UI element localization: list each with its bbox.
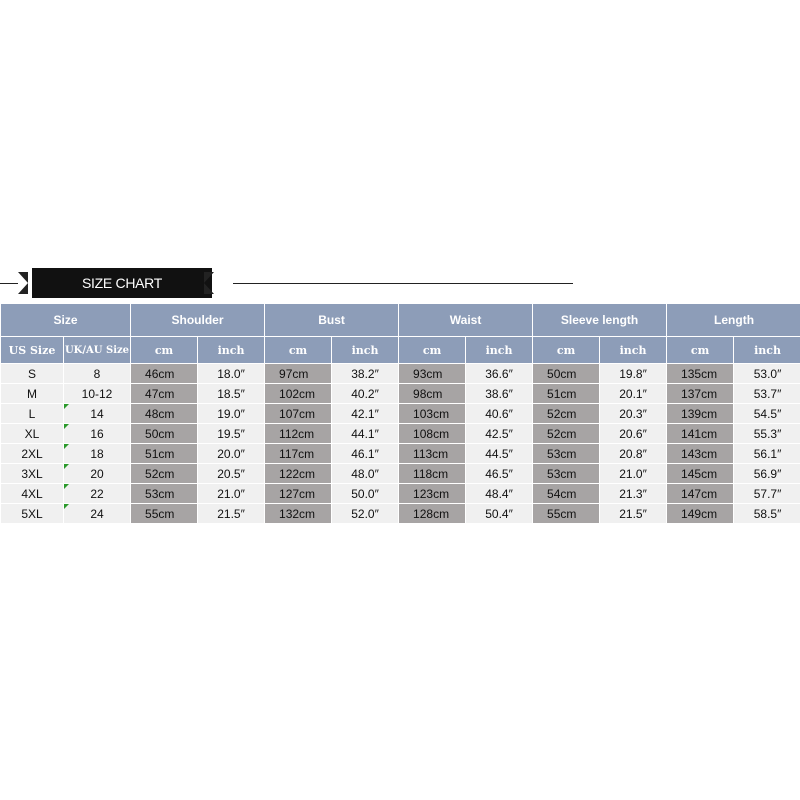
cell-uk-au-size-text: 22 bbox=[90, 486, 104, 501]
cell-shoulder-cm-text: 50cm bbox=[145, 426, 175, 441]
group-header-sleeve-length: Sleeve length bbox=[533, 304, 667, 337]
cell-us-size bbox=[1, 404, 64, 424]
cell-length-cm-text: 137cm bbox=[681, 386, 718, 401]
group-header-length: Length bbox=[667, 304, 800, 337]
page-title: SIZE CHART bbox=[32, 268, 212, 298]
cell-shoulder-inch bbox=[198, 384, 265, 404]
cell-waist-cm-text: 108cm bbox=[413, 426, 450, 441]
cell-length-inch-text: 53.7″ bbox=[753, 386, 782, 401]
cell-length-inch bbox=[734, 444, 800, 464]
cell-shoulder-cm-text: 51cm bbox=[145, 446, 175, 461]
cell-bust-inch-text: 40.2″ bbox=[351, 386, 379, 401]
cell-bust-cm-text: 112cm bbox=[279, 426, 315, 441]
cell-bust-cm-text: 132cm bbox=[279, 506, 316, 521]
cell-us-size bbox=[1, 484, 64, 504]
cell-length-cm-text: 149cm bbox=[681, 506, 718, 521]
cell-waist-cm-text: 123cm bbox=[413, 486, 450, 501]
green-corner-marker bbox=[64, 404, 69, 409]
cell-shoulder-inch bbox=[198, 484, 265, 504]
cell-uk-au-size-text: 14 bbox=[90, 406, 104, 421]
cell-shoulder-cm bbox=[131, 424, 198, 444]
cell-bust-cm bbox=[265, 484, 332, 504]
cell-length-cm bbox=[667, 464, 734, 484]
cell-bust-cm bbox=[265, 504, 332, 524]
group-header-size: Size bbox=[1, 304, 131, 337]
cell-waist-cm bbox=[399, 504, 466, 524]
sub-header-waist-inch: inch bbox=[466, 337, 533, 364]
cell-waist-cm-text: 93cm bbox=[413, 366, 443, 381]
cell-sleeve-cm-text: 50cm bbox=[547, 366, 577, 381]
cell-shoulder-cm bbox=[131, 404, 198, 424]
cell-shoulder-inch bbox=[198, 464, 265, 484]
cell-us-size-text: S bbox=[27, 366, 36, 381]
table-row bbox=[1, 384, 800, 404]
cell-shoulder-inch bbox=[198, 404, 265, 424]
cell-shoulder-inch-text: 18.0″ bbox=[217, 366, 245, 381]
cell-bust-inch bbox=[332, 404, 399, 424]
cell-bust-cm bbox=[265, 364, 332, 384]
cell-bust-inch bbox=[332, 424, 399, 444]
cell-us-size bbox=[1, 384, 64, 404]
cell-length-cm-text: 139cm bbox=[681, 406, 718, 421]
cell-shoulder-cm-text: 52cm bbox=[145, 466, 175, 481]
cell-length-inch bbox=[734, 504, 800, 524]
size-table-body bbox=[1, 364, 800, 524]
cell-waist-cm bbox=[399, 444, 466, 464]
cell-sleeve-cm bbox=[533, 444, 600, 464]
banner-rule-right bbox=[233, 283, 573, 284]
cell-sleeve-cm-text: 53cm bbox=[547, 466, 577, 481]
group-header-row bbox=[1, 304, 800, 337]
cell-sleeve-inch-text: 19.8″ bbox=[619, 366, 647, 381]
cell-bust-inch-text: 42.1″ bbox=[351, 406, 379, 421]
cell-shoulder-cm bbox=[131, 464, 198, 484]
cell-shoulder-cm bbox=[131, 384, 198, 404]
cell-us-size bbox=[1, 424, 64, 444]
cell-us-size bbox=[1, 464, 64, 484]
cell-uk-au-size bbox=[64, 444, 131, 464]
cell-waist-cm-text: 128cm bbox=[413, 506, 450, 521]
table-row bbox=[1, 364, 800, 384]
cell-length-inch-text: 55.3″ bbox=[753, 426, 782, 441]
cell-waist-inch-text: 42.5″ bbox=[485, 426, 513, 441]
cell-waist-inch bbox=[466, 384, 533, 404]
cell-length-inch bbox=[734, 364, 800, 384]
cell-bust-inch bbox=[332, 384, 399, 404]
cell-shoulder-cm bbox=[131, 444, 198, 464]
cell-shoulder-inch-text: 21.5″ bbox=[217, 506, 245, 521]
cell-us-size-text: L bbox=[28, 406, 36, 421]
cell-bust-cm-text: 97cm bbox=[279, 366, 309, 381]
cell-sleeve-inch-text: 21.3″ bbox=[619, 486, 647, 501]
cell-uk-au-size bbox=[64, 384, 131, 404]
cell-bust-inch-text: 50.0″ bbox=[351, 486, 379, 501]
table-row bbox=[1, 424, 800, 444]
cell-sleeve-cm-text: 51cm bbox=[547, 386, 577, 401]
cell-sleeve-cm bbox=[533, 464, 600, 484]
green-corner-marker bbox=[64, 444, 69, 449]
green-corner-marker bbox=[64, 504, 69, 509]
cell-sleeve-cm-text: 53cm bbox=[547, 446, 577, 461]
cell-sleeve-cm-text: 52cm bbox=[547, 426, 577, 441]
sub-header-shoulder-cm: cm bbox=[131, 337, 198, 364]
cell-sleeve-inch-text: 20.1″ bbox=[619, 386, 647, 401]
cell-bust-cm bbox=[265, 424, 332, 444]
sub-header-bust-cm: cm bbox=[265, 337, 332, 364]
cell-us-size-text: 5XL bbox=[21, 506, 43, 521]
cell-uk-au-size bbox=[64, 424, 131, 444]
cell-waist-inch bbox=[466, 444, 533, 464]
cell-bust-inch-text: 44.1″ bbox=[351, 426, 379, 441]
cell-us-size bbox=[1, 444, 64, 464]
cell-us-size-text: M bbox=[27, 386, 37, 401]
cell-sleeve-cm bbox=[533, 504, 600, 524]
sub-header-bust-inch: inch bbox=[332, 337, 399, 364]
cell-length-cm-text: 135cm bbox=[681, 366, 718, 381]
cell-bust-inch-text: 52.0″ bbox=[351, 506, 379, 521]
cell-length-cm bbox=[667, 484, 734, 504]
cell-sleeve-inch bbox=[600, 364, 667, 384]
cell-us-size bbox=[1, 364, 64, 384]
cell-bust-cm bbox=[265, 384, 332, 404]
cell-waist-inch-text: 36.6″ bbox=[485, 366, 513, 381]
cell-shoulder-cm-text: 55cm bbox=[145, 506, 175, 521]
green-corner-marker bbox=[64, 424, 69, 429]
cell-waist-cm-text: 113cm bbox=[413, 446, 449, 461]
cell-bust-inch-text: 48.0″ bbox=[351, 466, 379, 481]
cell-sleeve-cm-text: 52cm bbox=[547, 406, 577, 421]
table-row bbox=[1, 464, 800, 484]
cell-us-size-text: XL bbox=[24, 426, 40, 441]
cell-waist-inch bbox=[466, 504, 533, 524]
cell-waist-inch-text: 40.6″ bbox=[485, 406, 513, 421]
cell-bust-inch bbox=[332, 444, 399, 464]
cell-shoulder-inch bbox=[198, 364, 265, 384]
cell-shoulder-cm bbox=[131, 504, 198, 524]
table-row bbox=[1, 504, 800, 524]
cell-shoulder-inch bbox=[198, 444, 265, 464]
cell-shoulder-inch-text: 20.5″ bbox=[217, 466, 245, 481]
green-corner-marker bbox=[64, 464, 69, 469]
cell-bust-inch bbox=[332, 364, 399, 384]
cell-sleeve-inch bbox=[600, 424, 667, 444]
cell-sleeve-inch-text: 21.0″ bbox=[619, 466, 647, 481]
cell-length-cm-text: 147cm bbox=[681, 486, 718, 501]
green-corner-marker bbox=[64, 484, 69, 489]
cell-bust-cm bbox=[265, 404, 332, 424]
cell-length-inch-text: 53.0″ bbox=[753, 366, 782, 381]
cell-sleeve-inch bbox=[600, 444, 667, 464]
cell-shoulder-inch-text: 20.0″ bbox=[217, 446, 245, 461]
cell-us-size-text: 4XL bbox=[21, 486, 43, 501]
cell-length-cm bbox=[667, 364, 734, 384]
cell-waist-inch-text: 44.5″ bbox=[485, 446, 513, 461]
cell-waist-cm bbox=[399, 424, 466, 444]
cell-sleeve-inch-text: 20.3″ bbox=[619, 406, 647, 421]
cell-shoulder-cm bbox=[131, 484, 198, 504]
banner-rule-left bbox=[0, 283, 18, 284]
cell-length-cm-text: 143cm bbox=[681, 446, 718, 461]
table-row bbox=[1, 484, 800, 504]
cell-length-cm bbox=[667, 424, 734, 444]
group-header-bust: Bust bbox=[265, 304, 399, 337]
cell-sleeve-inch-text: 20.6″ bbox=[619, 426, 647, 441]
size-table bbox=[0, 303, 800, 524]
cell-sleeve-inch bbox=[600, 504, 667, 524]
cell-shoulder-cm bbox=[131, 364, 198, 384]
group-header-waist: Waist bbox=[399, 304, 533, 337]
cell-uk-au-size-text: 8 bbox=[93, 366, 101, 381]
cell-us-size bbox=[1, 504, 64, 524]
cell-sleeve-inch-text: 21.5″ bbox=[619, 506, 647, 521]
cell-shoulder-cm-text: 53cm bbox=[145, 486, 175, 501]
sub-header-sleeve-cm: cm bbox=[533, 337, 600, 364]
cell-uk-au-size bbox=[64, 404, 131, 424]
cell-uk-au-size bbox=[64, 464, 131, 484]
cell-length-inch bbox=[734, 484, 800, 504]
cell-length-inch bbox=[734, 424, 800, 444]
cell-waist-cm-text: 118cm bbox=[413, 466, 449, 481]
cell-sleeve-cm-text: 54cm bbox=[547, 486, 577, 501]
cell-uk-au-size-text: 16 bbox=[90, 426, 104, 441]
sub-header-us-size: US Size bbox=[1, 337, 64, 364]
cell-shoulder-inch-text: 19.5″ bbox=[217, 426, 245, 441]
cell-shoulder-cm-text: 47cm bbox=[145, 386, 175, 401]
cell-sleeve-cm bbox=[533, 384, 600, 404]
cell-sleeve-inch bbox=[600, 484, 667, 504]
cell-uk-au-size bbox=[64, 484, 131, 504]
cell-waist-inch bbox=[466, 464, 533, 484]
cell-length-inch-text: 58.5″ bbox=[753, 506, 782, 521]
sub-header-sleeve-inch: inch bbox=[600, 337, 667, 364]
sub-header-length-cm: cm bbox=[667, 337, 734, 364]
ribbon-tail-right bbox=[204, 272, 214, 294]
table-row bbox=[1, 444, 800, 464]
cell-sleeve-inch bbox=[600, 384, 667, 404]
cell-sleeve-cm-text: 55cm bbox=[547, 506, 577, 521]
cell-waist-inch bbox=[466, 424, 533, 444]
cell-shoulder-inch bbox=[198, 504, 265, 524]
cell-bust-cm-text: 122cm bbox=[279, 466, 316, 481]
cell-sleeve-inch bbox=[600, 404, 667, 424]
cell-waist-inch-text: 48.4″ bbox=[485, 486, 513, 501]
sub-header-row bbox=[1, 337, 800, 364]
cell-waist-cm bbox=[399, 464, 466, 484]
cell-bust-inch-text: 46.1″ bbox=[351, 446, 379, 461]
size-chart-banner bbox=[0, 268, 800, 298]
cell-bust-inch bbox=[332, 504, 399, 524]
sub-header-waist-cm: cm bbox=[399, 337, 466, 364]
cell-length-cm bbox=[667, 384, 734, 404]
group-header-shoulder: Shoulder bbox=[131, 304, 265, 337]
cell-sleeve-cm bbox=[533, 484, 600, 504]
cell-bust-inch bbox=[332, 484, 399, 504]
cell-uk-au-size bbox=[64, 504, 131, 524]
cell-length-inch-text: 57.7″ bbox=[753, 486, 782, 501]
cell-length-inch bbox=[734, 464, 800, 484]
cell-waist-cm bbox=[399, 484, 466, 504]
cell-us-size-text: 3XL bbox=[21, 466, 43, 481]
table-row bbox=[1, 404, 800, 424]
cell-waist-cm bbox=[399, 364, 466, 384]
sub-header-length-inch: inch bbox=[734, 337, 800, 364]
cell-sleeve-inch-text: 20.8″ bbox=[619, 446, 647, 461]
cell-bust-cm-text: 107cm bbox=[279, 406, 316, 421]
cell-length-cm bbox=[667, 504, 734, 524]
cell-waist-cm bbox=[399, 404, 466, 424]
cell-uk-au-size bbox=[64, 364, 131, 384]
cell-shoulder-inch-text: 18.5″ bbox=[217, 386, 245, 401]
cell-waist-inch-text: 50.4″ bbox=[485, 506, 513, 521]
cell-bust-inch bbox=[332, 464, 399, 484]
cell-shoulder-cm-text: 48cm bbox=[145, 406, 175, 421]
cell-waist-inch bbox=[466, 364, 533, 384]
cell-length-cm bbox=[667, 444, 734, 464]
cell-bust-cm bbox=[265, 464, 332, 484]
cell-bust-cm-text: 117cm bbox=[279, 446, 315, 461]
cell-waist-cm-text: 98cm bbox=[413, 386, 443, 401]
cell-length-cm bbox=[667, 404, 734, 424]
cell-shoulder-inch-text: 21.0″ bbox=[217, 486, 245, 501]
cell-bust-cm bbox=[265, 444, 332, 464]
cell-bust-cm-text: 127cm bbox=[279, 486, 316, 501]
cell-shoulder-inch-text: 19.0″ bbox=[217, 406, 245, 421]
cell-bust-inch-text: 38.2″ bbox=[351, 366, 379, 381]
cell-length-inch bbox=[734, 384, 800, 404]
cell-length-inch-text: 56.9″ bbox=[753, 466, 782, 481]
cell-length-cm-text: 145cm bbox=[681, 466, 718, 481]
cell-uk-au-size-text: 10-12 bbox=[81, 386, 113, 401]
cell-bust-cm-text: 102cm bbox=[279, 386, 316, 401]
cell-sleeve-inch bbox=[600, 464, 667, 484]
cell-waist-cm-text: 103cm bbox=[413, 406, 450, 421]
cell-length-cm-text: 141cm bbox=[681, 426, 718, 441]
cell-uk-au-size-text: 24 bbox=[90, 506, 104, 521]
cell-shoulder-cm-text: 46cm bbox=[145, 366, 175, 381]
cell-length-inch bbox=[734, 404, 800, 424]
sub-header-shoulder-inch: inch bbox=[198, 337, 265, 364]
cell-uk-au-size-text: 18 bbox=[90, 446, 104, 461]
cell-length-inch-text: 54.5″ bbox=[753, 406, 782, 421]
cell-shoulder-inch bbox=[198, 424, 265, 444]
cell-waist-inch bbox=[466, 404, 533, 424]
cell-length-inch-text: 56.1″ bbox=[753, 446, 782, 461]
cell-waist-inch-text: 46.5″ bbox=[485, 466, 513, 481]
cell-sleeve-cm bbox=[533, 404, 600, 424]
cell-waist-cm bbox=[399, 384, 466, 404]
cell-uk-au-size-text: 20 bbox=[90, 466, 104, 481]
cell-waist-inch-text: 38.6″ bbox=[485, 386, 513, 401]
ribbon-tail-left bbox=[18, 272, 28, 294]
cell-waist-inch bbox=[466, 484, 533, 504]
sub-header-uk-au-size: UK/AU Size bbox=[64, 337, 131, 364]
cell-sleeve-cm bbox=[533, 364, 600, 384]
cell-sleeve-cm bbox=[533, 424, 600, 444]
cell-us-size-text: 2XL bbox=[21, 446, 43, 461]
